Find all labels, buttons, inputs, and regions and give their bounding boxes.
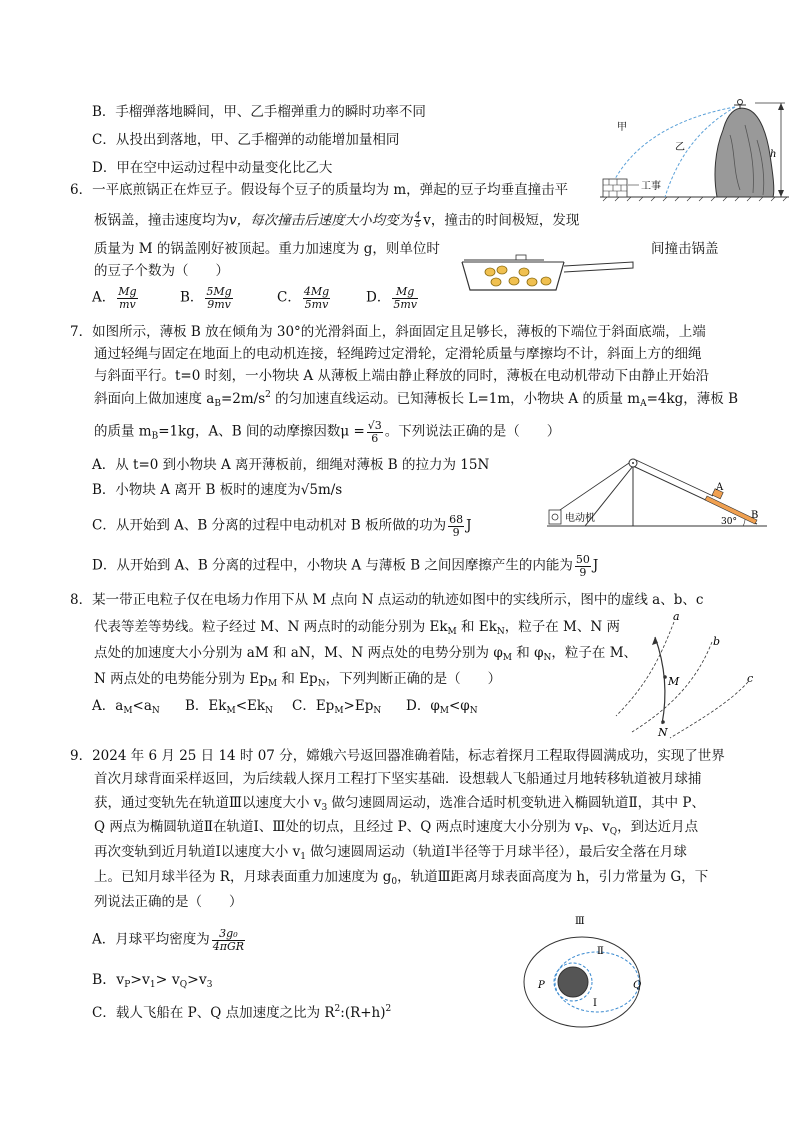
q8-option-a: A．$a_M<a_N$ — [92, 698, 160, 716]
q7-option-b: B．小物块 A 离开 B 板时的速度为√5m/s — [92, 482, 343, 498]
equipotential-c-label: c — [747, 672, 754, 685]
q6-line3: 质量为 M 的锅盖刚好被顶起。重力加速度为 g，则单位时 — [94, 241, 440, 257]
q7-option-a: A．从 t=0 到小物块 A 离开薄板前，细绳对薄板 B 的拉力为 15N — [92, 457, 490, 473]
q7-line4: 斜面向上做加速度 $a_B=2m/s^2$ 的匀加速直线运动。已知薄板长 L=1m，小物块 A 的质量 $m_A=4kg$，薄板 B — [94, 390, 739, 409]
q7-line3: 与斜面平行。t=0 时刻，一小物块 A 从薄板上端由静止释放的同时，薄板在电动机带动下由静止开始沿 — [94, 368, 709, 384]
orbit-iii-label: Ⅲ — [575, 916, 585, 927]
q6-option-a: A． $\frac{Mg}{mv}$ — [92, 285, 137, 311]
equipotential-figure — [610, 612, 770, 740]
q9-line1: 9．2024 年 6 月 25 日 14 时 07 分，嫦娥六号返回器准确着陆，标志着探月工程取得圆满成功，实现了世界 — [70, 748, 725, 764]
q6-line2-part1: 板锅盖，撞击速度均为 — [94, 212, 229, 229]
point-m-label: M — [668, 675, 680, 688]
q8-option-b: B．$Ek_M<Ek_N$ — [185, 698, 273, 716]
q7-option-d: D．从开始到 A、B 分离的过程中，小物块 A 与薄板 B 之间因摩擦产生的内能为 $\frac{50}{9}$ J — [92, 553, 599, 579]
trajectory-yi-label: 乙 — [675, 142, 685, 153]
q8-option-c: C．$Ep_M>Ep_N$ — [292, 698, 382, 716]
q6-fraction-4-5: $\frac{4}{5}$ — [415, 211, 421, 230]
q5-option-d: D．甲在空中运动过程中动量变化比乙大 — [92, 160, 333, 176]
point-p-label: P — [538, 980, 545, 991]
q9-option-b: B．$v_P>v_1> v_Q>v_3$ — [92, 972, 213, 990]
orbit-i-label: Ⅰ — [593, 998, 597, 1009]
grenade-trajectory-figure — [595, 95, 790, 205]
lunar-orbits-figure — [515, 912, 665, 1032]
equipotential-a-label: a — [673, 612, 680, 623]
q6-line2-part2: v，每次撞击后速度大小均变为 — [229, 212, 413, 229]
q6-line1: 6．一平底煎锅正在炸豆子。假设每个豆子的质量均为 m，弹起的豆子均垂直撞击平 — [70, 182, 569, 198]
q8-line1: 8．某一带正电粒子仅在电场力作用下从 M 点向 N 点运动的轨迹如图中的实线所示，图中的虚线 a、b、c — [70, 592, 704, 608]
incline-pulley-figure — [545, 450, 770, 532]
point-q-label: Q — [633, 980, 642, 991]
orbit-ii-label: Ⅱ — [597, 946, 604, 957]
frying-pan-figure — [458, 252, 638, 298]
q6-option-c: C． $\frac{4Mg}{5mv}$ — [277, 285, 330, 311]
q7-line5: 的质量 $m_B=1kg$，A、B 间的动摩擦因数μ = $\frac{√3}{6}$ 。下列说法正确的是（ ） — [94, 419, 561, 445]
q8-option-d: D．$\varphi_M<\varphi_N$ — [406, 698, 478, 716]
q7-option-c: C．从开始到 A、B 分离的过程中电动机对 B 板所做的功为 $\frac{68}{9}$ J — [92, 513, 472, 539]
q9-line5: 再次变轨到近月轨道Ⅰ以速度大小 $v_1$ 做匀速圆周运动（轨道Ⅰ半径等于月球半径），最后安全落在月球 — [94, 844, 687, 862]
q9-line2: 首次月球背面采样返回，为后续载人探月工程打下坚实基础．设想载人飞船通过月地转移轨道被月球捕 — [94, 771, 702, 787]
equipotential-b-label: b — [713, 635, 721, 648]
q6-line4: 的豆子个数为（ ） — [94, 263, 229, 279]
motor-label: 电动机 — [565, 513, 595, 524]
q9-line6: 上。已知月球半径为 R，月球表面重力加速度为 $g_0$，轨道Ⅲ距离月球表面高度为 h，引力常量为 G，下 — [94, 869, 709, 887]
q7-line2: 通过轻绳与固定在地面上的电动机连接，轻绳跨过定滑轮，定滑轮质量与摩擦均不计，斜面上方的细绳 — [94, 346, 702, 362]
q9-line4: Q 两点为椭圆轨道Ⅱ在轨道Ⅰ、Ⅲ处的切点，且经过 P、Q 两点时速度大小分别为 $v_P$、$v_Q$，到达近月点 — [94, 819, 699, 837]
q9-line3: 获，通过变轨先在轨道Ⅲ以速度大小 $v_3$ 做匀速圆周运动，选准合适时机变轨进入椭圆轨道Ⅱ，其中 P、 — [94, 795, 706, 813]
q8-line4: N 两点处的电势能分别为 $Ep_M$ 和 $Ep_N$，下列判断正确的是（ ） — [94, 671, 502, 689]
q5-option-c: C．从投出到落地，甲、乙手榴弹的动能增加量相同 — [92, 132, 400, 148]
height-label: h — [770, 149, 777, 160]
q6-line3-right: 间撞击锅盖 — [651, 241, 719, 257]
q7-line1: 7．如图所示，薄板 B 放在倾角为 30°的光滑斜面上，斜面固定且足够长，薄板的下端位于斜面底端，上端 — [70, 324, 706, 340]
mu-fraction: $\frac{√3}{6}$ — [367, 419, 382, 445]
point-n-label: N — [658, 726, 668, 739]
trajectory-jia-label: 甲 — [617, 122, 627, 133]
q9-line7: 列说法正确的是（ ） — [94, 894, 243, 910]
q6-option-b: B． $\frac{5Mg}{9mv}$ — [180, 285, 232, 311]
q8-line3: 点处的加速度大小分别为 aM 和 aN，M、N 两点处的电势分别为 $\varphi_M$ 和 $\varphi_N$，粒子在 M、 — [94, 645, 638, 663]
board-b-label: B — [751, 510, 759, 521]
bunker-label: 工事 — [641, 181, 661, 192]
q9-option-a: A．月球平均密度为 $\frac{\text{3g₀}}{\text{4πGR}}$ — [92, 927, 245, 953]
angle-label: 30° — [721, 517, 737, 527]
q6-option-d: D． $\frac{Mg}{5mv}$ — [366, 285, 417, 311]
q6-line2-part3: v，撞击的时间极短，发现 — [423, 212, 580, 229]
q5-option-b: B．手榴弹落地瞬间，甲、乙手榴弹重力的瞬时功率不同 — [92, 104, 426, 120]
block-a-label: A — [716, 482, 724, 493]
q8-line2: 代表等差等势线。粒子经过 M、N 两点时的动能分别为 $Ek_M$ 和 $Ek_N$，粒子在 M、N 两 — [94, 619, 620, 637]
q9-option-c: C．载人飞船在 P、Q 点加速度之比为 $R^2:(R+h)^2$ — [92, 1004, 392, 1021]
q6-line2 — [94, 212, 579, 230]
